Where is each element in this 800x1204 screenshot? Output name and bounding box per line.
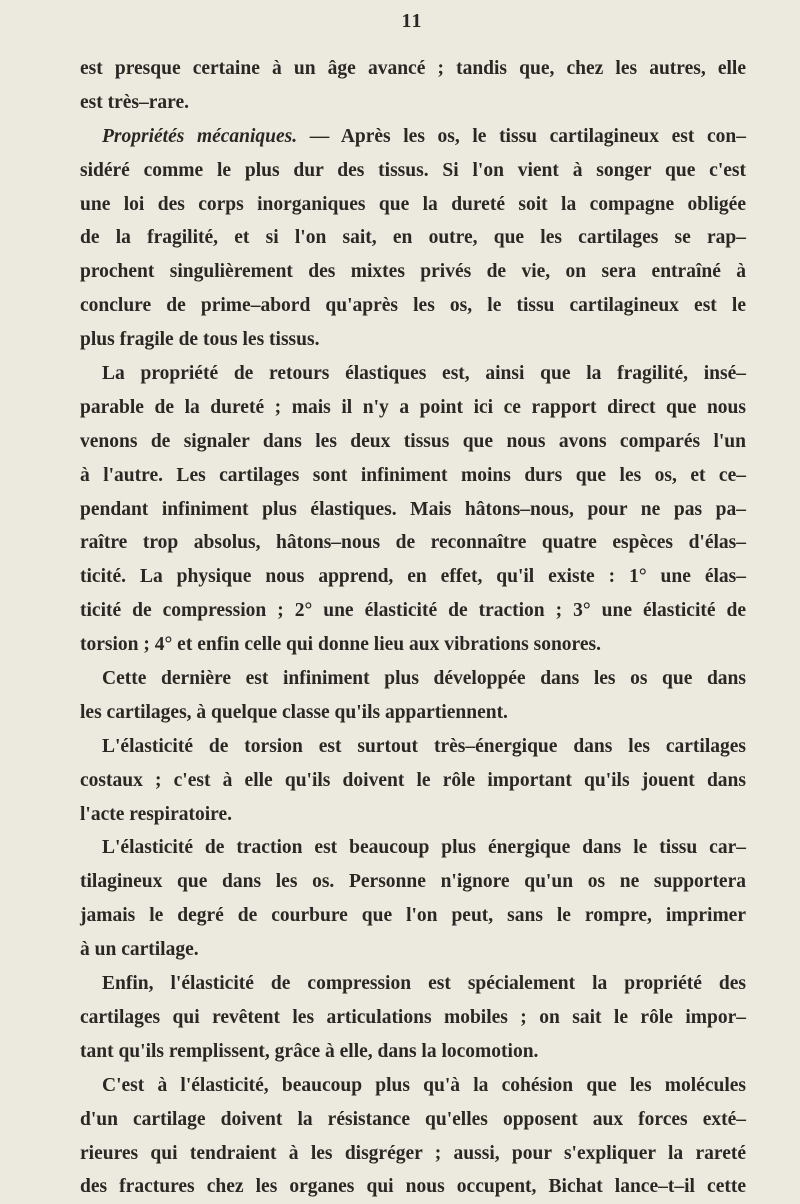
page-number: 11 <box>401 10 423 32</box>
line-text: à l'autre. Les cartilages sont infiniment moins durs que les os, et ce– <box>80 464 746 486</box>
line-text: ticité. La physique nous apprend, en effet, qu'il existe : 1° une élas– <box>80 566 746 588</box>
text-line <box>80 730 746 764</box>
line-text: venons de signaler dans les deux tissus que nous avons comparés l'un <box>80 430 746 452</box>
text-line <box>80 560 746 594</box>
line-text: raître trop absolus, hâtons–nous de reconnaître quatre espèces d'élas– <box>80 532 746 554</box>
text-line <box>80 628 746 662</box>
text-line <box>80 1170 746 1204</box>
line-text: les cartilages, à quelque classe qu'ils appartiennent. <box>80 701 508 723</box>
text-line <box>80 52 746 86</box>
line-text: — Après les os, le tissu cartilagineux est con– <box>297 125 746 147</box>
line-text: parable de la dureté ; mais il n'y a point ici ce rapport direct que nous <box>80 396 746 418</box>
line-text: C'est à l'élasticité, beaucoup plus qu'à la cohésion que les molécules <box>102 1074 746 1096</box>
line-text: d'un cartilage doivent la résistance qu'elles opposent aux forces exté– <box>80 1108 746 1130</box>
line-text: cartilages qui revêtent les articulations mobiles ; on sait le rôle impor– <box>80 1006 746 1028</box>
line-text: tilagineux que dans les os. Personne n'ignore qu'un os ne supportera <box>80 871 746 893</box>
text-line <box>80 967 746 1001</box>
text-line <box>80 391 746 425</box>
text-line <box>80 154 746 188</box>
line-text: La propriété de retours élastiques est, ainsi que la fragilité, insé– <box>102 363 746 385</box>
text-line <box>80 1035 746 1069</box>
line-text: de la fragilité, et si l'on sait, en outre, que les cartilages se rap– <box>80 227 746 249</box>
text-line <box>80 662 746 696</box>
text-line <box>80 357 746 391</box>
line-text: est presque certaine à un âge avancé ; tandis que, chez les autres, elle <box>80 58 746 79</box>
text-line <box>80 798 746 832</box>
text-line <box>80 188 746 222</box>
text-line <box>80 526 746 560</box>
line-text: l'acte respiratoire. <box>80 803 232 825</box>
text-line <box>80 323 746 357</box>
section-heading-italic: Propriétés mécaniques. <box>102 125 298 147</box>
text-line <box>80 594 746 628</box>
text-line <box>80 86 746 120</box>
line-text: une loi des corps inorganiques que la dureté soit la compagne obligée <box>80 193 746 215</box>
line-text: L'élasticité de torsion est surtout très–énergique dans les cartilages <box>102 735 746 757</box>
text-line <box>80 425 746 459</box>
text-line <box>80 1001 746 1035</box>
line-text: conclure de prime–abord qu'après les os, le tissu cartilagineux est le <box>80 295 746 317</box>
line-text: ticité de compression ; 2° une élasticité de traction ; 3° une élasticité de <box>80 600 746 622</box>
text-line <box>80 764 746 798</box>
text-line <box>80 865 746 899</box>
line-text: plus fragile de tous les tissus. <box>80 329 320 351</box>
line-text: Cette dernière est infiniment plus développée dans les os que dans <box>102 668 746 690</box>
line-text: est très–rare. <box>80 91 189 113</box>
text-line <box>80 1069 746 1103</box>
text-line <box>80 493 746 527</box>
text-line <box>80 899 746 933</box>
line-text: des fractures chez les organes qui nous occupent, Bichat lance–t–il cette <box>80 1176 746 1198</box>
text-line <box>80 1137 746 1171</box>
line-text: pendant infiniment plus élastiques. Mais hâtons–nous, pour ne pas pa– <box>80 498 746 520</box>
text-line <box>80 120 746 154</box>
line-text: prochent singulièrement des mixtes privés de vie, on sera entraîné à <box>80 261 746 283</box>
text-line <box>80 289 746 323</box>
body-text <box>80 52 746 1204</box>
text-line <box>80 221 746 255</box>
line-text: L'élasticité de traction est beaucoup plus énergique dans le tissu car– <box>102 837 746 859</box>
text-line <box>80 831 746 865</box>
line-text: tant qu'ils remplissent, grâce à elle, dans la locomotion. <box>80 1040 539 1062</box>
line-text: à un cartilage. <box>80 939 199 961</box>
line-text: Enfin, l'élasticité de compression est spécialement la propriété des <box>102 973 746 995</box>
line-text: torsion ; 4° et enfin celle qui donne lieu aux vibrations sonores. <box>80 634 601 656</box>
line-text: jamais le degré de courbure que l'on peut, sans le rompre, imprimer <box>80 905 746 927</box>
line-text: costaux ; c'est à elle qu'ils doivent le rôle important qu'ils jouent dans <box>80 769 746 791</box>
text-line <box>80 255 746 289</box>
text-line <box>80 696 746 730</box>
text-line <box>80 1103 746 1137</box>
line-text: rieures qui tendraient à les disgréger ; aussi, pour s'expliquer la rareté <box>80 1142 746 1164</box>
line-text: sidéré comme le plus dur des tissus. Si l'on vient à songer que c'est <box>80 159 746 181</box>
text-line <box>80 933 746 967</box>
text-line <box>80 459 746 493</box>
